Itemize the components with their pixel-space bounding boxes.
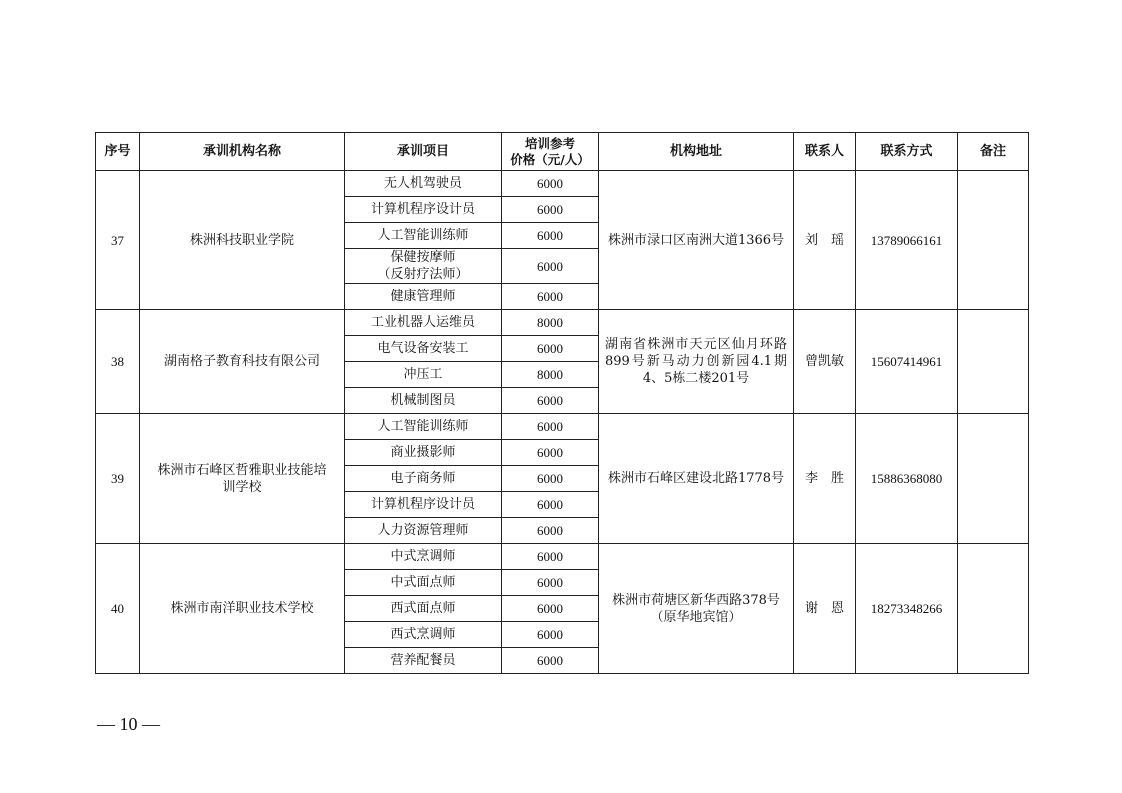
project-price: 6000	[502, 336, 599, 362]
project-price: 6000	[502, 492, 599, 518]
project-name: 健康管理师	[345, 284, 502, 310]
header-note: 备注	[958, 133, 1029, 171]
serial-number: 37	[96, 171, 140, 310]
note	[958, 544, 1029, 674]
institution-name: 株洲科技职业学院	[140, 171, 345, 310]
project-name: 人工智能训练师	[345, 414, 502, 440]
project-name: 人工智能训练师	[345, 223, 502, 249]
project-price: 6000	[502, 596, 599, 622]
project-price: 6000	[502, 544, 599, 570]
project-name: 机械制图员	[345, 388, 502, 414]
project-name-line1: 保健按摩师	[390, 250, 456, 265]
contact-phone: 15886368080	[856, 414, 958, 544]
header-price	[502, 133, 599, 171]
project-name: 电气设备安装工	[345, 336, 502, 362]
serial-number: 40	[96, 544, 140, 674]
project-price: 8000	[502, 362, 599, 388]
project-name-line2: （反射疗法师）	[377, 267, 469, 282]
contact-phone: 18273348266	[856, 544, 958, 674]
project-price: 6000	[502, 518, 599, 544]
institution-address: 株洲市渌口区南洲大道1366号	[599, 171, 794, 310]
project-name: 无人机驾驶员	[345, 171, 502, 197]
table-row	[96, 310, 1029, 336]
institution-address: 湖南省株洲市天元区仙月环路899号新马动力创新园4.1期4、5栋二楼201号	[599, 310, 794, 414]
contact-person: 刘 瑶	[794, 171, 856, 310]
header-price-line1: 培训参考	[524, 135, 575, 151]
institution-address: 株洲市荷塘区新华西路378号（原华地宾馆）	[599, 544, 794, 674]
institution-name: 株洲市石峰区哲雅职业技能培训学校	[140, 414, 345, 544]
project-price: 6000	[502, 223, 599, 249]
note	[958, 414, 1029, 544]
serial-number: 38	[96, 310, 140, 414]
header-institution-name: 承训机构名称	[140, 133, 345, 171]
project-name: 冲压工	[345, 362, 502, 388]
contact-phone: 13789066161	[856, 171, 958, 310]
institution-name: 湖南格子教育科技有限公司	[140, 310, 345, 414]
project-price: 6000	[502, 570, 599, 596]
project-price: 6000	[502, 466, 599, 492]
header-contact: 联系人	[794, 133, 856, 171]
header-serial: 序号	[96, 133, 140, 171]
project-name: 计算机程序设计员	[345, 197, 502, 223]
project-name: 计算机程序设计员	[345, 492, 502, 518]
contact-person: 谢 恩	[794, 544, 856, 674]
table-row	[96, 544, 1029, 570]
project-price: 6000	[502, 171, 599, 197]
contact-phone: 15607414961	[856, 310, 958, 414]
serial-number: 39	[96, 414, 140, 544]
project-name: 商业摄影师	[345, 440, 502, 466]
table-row	[96, 171, 1029, 197]
project-price: 6000	[502, 249, 599, 284]
project-price: 6000	[502, 284, 599, 310]
header-price-line2: 价格（元/人）	[510, 151, 590, 167]
project-price: 6000	[502, 414, 599, 440]
project-price: 8000	[502, 310, 599, 336]
table-row	[96, 414, 1029, 440]
project-name: 电子商务师	[345, 466, 502, 492]
header-phone: 联系方式	[856, 133, 958, 171]
institution-name: 株洲市南洋职业技术学校	[140, 544, 345, 674]
project-price: 6000	[502, 622, 599, 648]
training-institutions-table	[95, 132, 1029, 674]
project-name: 西式烹调师	[345, 622, 502, 648]
contact-person: 曾凯敏	[794, 310, 856, 414]
project-name: 营养配餐员	[345, 648, 502, 674]
project-price: 6000	[502, 440, 599, 466]
page-number: — 10 —	[97, 714, 160, 734]
header-project: 承训项目	[345, 133, 502, 171]
project-price: 6000	[502, 197, 599, 223]
project-name: 中式烹调师	[345, 544, 502, 570]
project-name	[345, 249, 502, 284]
note	[958, 310, 1029, 414]
project-price: 6000	[502, 388, 599, 414]
institution-address: 株洲市石峰区建设北路1778号	[599, 414, 794, 544]
project-name: 工业机器人运维员	[345, 310, 502, 336]
project-name: 中式面点师	[345, 570, 502, 596]
contact-person: 李 胜	[794, 414, 856, 544]
project-name: 人力资源管理师	[345, 518, 502, 544]
project-name: 西式面点师	[345, 596, 502, 622]
project-price: 6000	[502, 648, 599, 674]
table-header-row	[96, 133, 1029, 171]
header-address: 机构地址	[599, 133, 794, 171]
note	[958, 171, 1029, 310]
